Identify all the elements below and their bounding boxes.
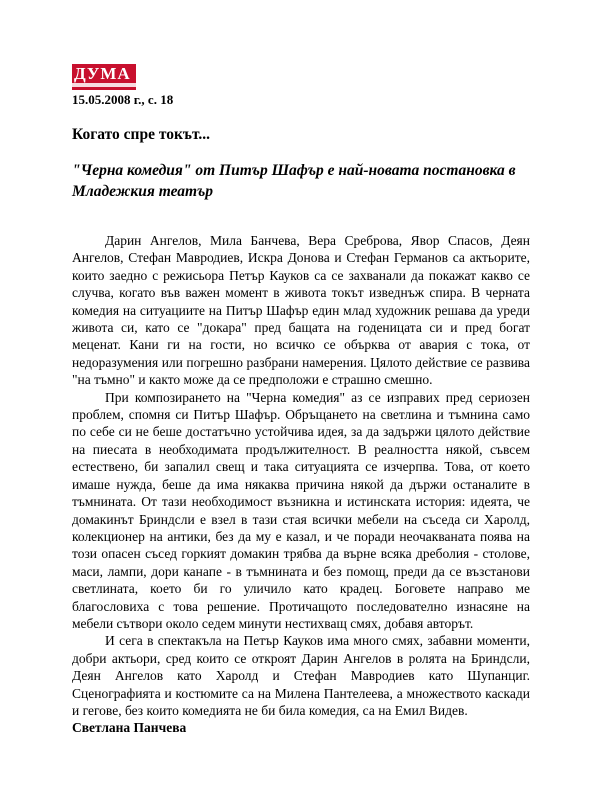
article-subtitle: "Черна комедия" от Питър Шафър е най-новата постановка в Младежкия театър <box>72 162 516 200</box>
article-page <box>72 64 530 737</box>
article-title: Когато спре токът... <box>72 126 211 143</box>
paragraph: При композирането на "Черна комедия" аз се изправих пред сериозен проблем, спомня си Питър Шафър. Обръщането на светлина и тъмнина само по себе си не беше достатъчно устойчива идея, за да задържи цялото действие на пиесата в необходимата продължителност. В реалността някой, съвсем естествено, би запалил свещ и така ситуацията се изчерпва. Това, от което имаше нужда, беше да има някаква причина някой да държи останалите в тъмнината. От тази необходимост възникна и истинската история: идеята, че домакинът Бриндсли е взел в тази стая всички мебели на съседа си Харолд, колекционер на антики, без да му е казал, и че поради неочакваната поява на този опасен съсед горкият домакин трябва да върне всяка дреболия - столове, маси, лампи, дори канапе - в тъмнината и без помощ, преди да се възстанови светлината, което би го уличило като крадец. Боговете направо ме благословиха с това решение. Протичащото последователно изнасяне на мебели сътвори около седем минути нестихващ смях, добавя авторът. <box>72 389 530 631</box>
logo-wordmark: ДУМА <box>74 64 131 83</box>
logo-band <box>72 83 136 87</box>
newspaper-logo <box>72 64 136 90</box>
article-author: Светлана Панчева <box>72 720 187 736</box>
article-body <box>72 232 530 737</box>
paragraph: И сега в спектакъла на Петър Кауков има много смях, забавни моменти, добри актьори, сред които се откроят Дарин Ангелов в ролята на Бриндсли, Деян Ангелов като Харолд и Стефан Мавродиев като Шупанциг. Сценографията и костюмите са на Милена Пантелеева, а множеството каскади и гегове, без които комедията не би била комедия, са на Емил Видев. <box>72 633 530 718</box>
paragraph: Дарин Ангелов, Мила Банчева, Вера Среброва, Явор Спасов, Деян Ангелов, Стефан Мавродиев, Искра Донова и Стефан Германов са актьорите, които заедно с режисьора Петър Кауков са се захванали да покажат какво се случва, когато във важен момент в живота токът изведнъж спира. В черната комедия на ситуациите на Питър Шафър един млад художник решава да уреди живота си, като се "докара" пред бащата на годеницата си и пред богат меценат. Кани ги на гости, но всичко се обърква от авария с тока, от недоразумения или погрешно разбрани намерения. Цялото действие се развива "на тъмно" и както може да се предположи е страшно смешно. <box>72 233 530 388</box>
publication-date: 15.05.2008 г., с. 18 <box>72 92 174 107</box>
